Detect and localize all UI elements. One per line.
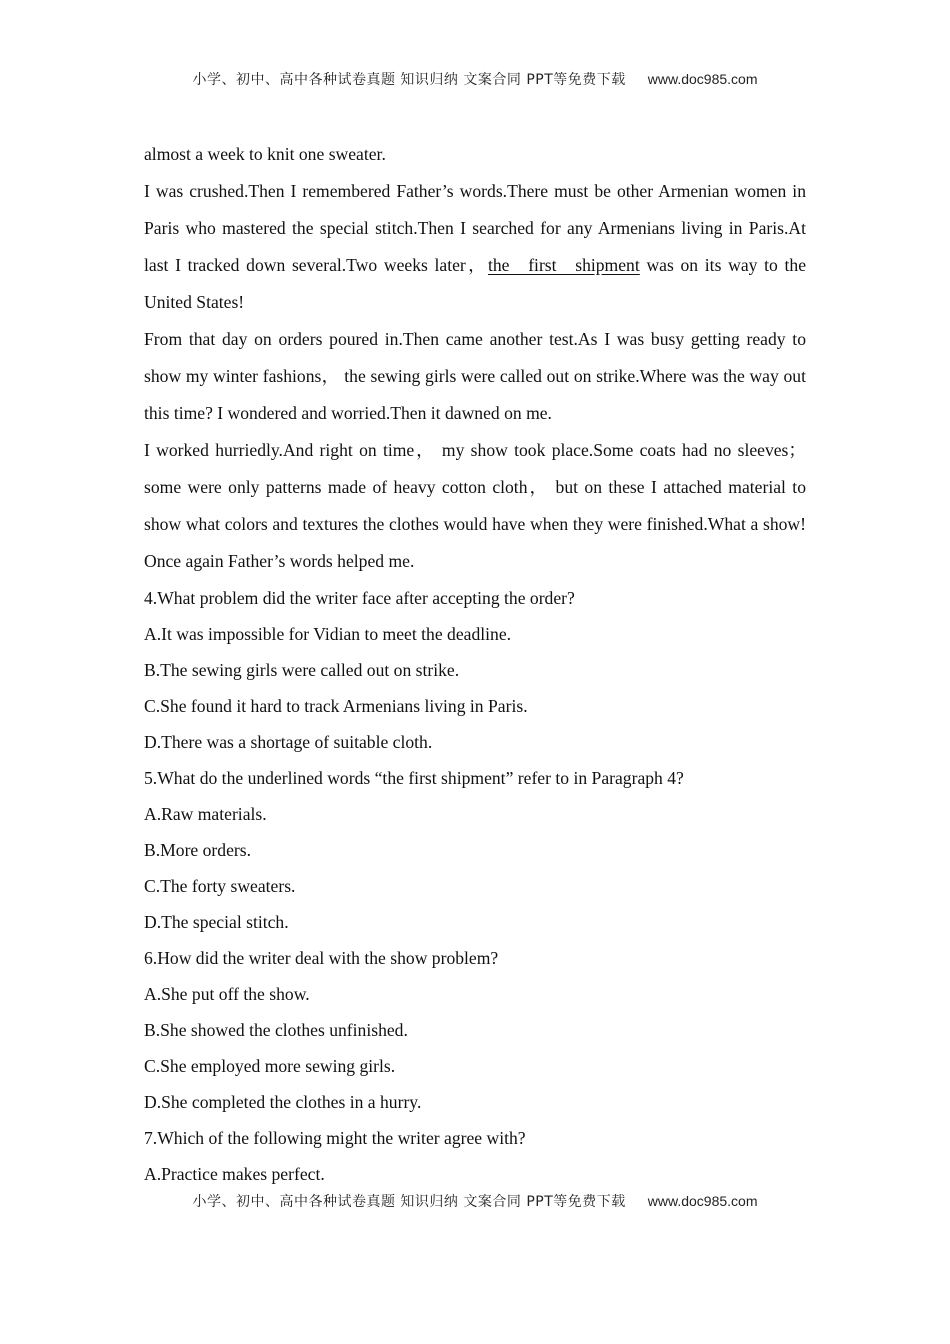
option-a: A.She put off the show. (144, 984, 310, 1004)
option-b: B.She showed the clothes unfinished. (144, 1020, 408, 1040)
question-5 (144, 760, 806, 940)
footer-text: 小学、初中、高中各种试卷真题 知识归纳 文案合同 PPT等免费下载 (192, 1194, 626, 1210)
paragraph-2-text: I was crushed.Then I remembered Father’s words.There must be other Armenian women in Paris who mastered the special stitch.Then I searched for any Armenians living in Paris.At last I tracked down several.Two weeks later， (144, 181, 806, 275)
question-4 (144, 580, 806, 760)
question-stem: 4.What problem did the writer face after accepting the order? (144, 588, 575, 608)
option-d: D.There was a shortage of suitable cloth. (144, 732, 433, 752)
question-stem: 5.What do the underlined words “the first shipment” refer to in Paragraph 4? (144, 768, 684, 788)
option-c: C.The forty sweaters. (144, 876, 296, 896)
option-a: A.Practice makes perfect. (144, 1164, 325, 1184)
page-footer (0, 1191, 950, 1211)
option-c: C.She found it hard to track Armenians living in Paris. (144, 696, 528, 716)
passage-paragraph-1: almost a week to knit one sweater. (144, 144, 386, 164)
footer-url: www.doc985.com (647, 1193, 758, 1209)
option-a: A.Raw materials. (144, 804, 267, 824)
option-b: B.The sewing girls were called out on strike. (144, 660, 460, 680)
page-header (0, 69, 950, 89)
question-6 (144, 940, 806, 1120)
option-a: A.It was impossible for Vidian to meet the deadline. (144, 624, 512, 644)
question-7 (144, 1120, 806, 1192)
header-url: www.doc985.com (647, 71, 758, 87)
passage-paragraph-2 (144, 173, 806, 321)
passage-paragraph-3: From that day on orders poured in.Then came another test.As I was busy getting ready to show my winter fashions， the sewing girls were called out on strike.Where was the way out this time? I wondered and worried.Then it dawned on me. (144, 329, 806, 423)
underlined-phrase: the first shipment (488, 255, 640, 275)
passage-paragraph-4: I worked hurriedly.And right on time， my show took place.Some coats had no sleeves； some were only patterns made of heavy cotton cloth， but on these I attached material to show what colors and textures the clothes would have when they were finished.What a show! Once again Father’s words helped me. (144, 440, 806, 571)
paragraph-2-tail: was on its way to the United States! (144, 255, 807, 312)
option-c: C.She employed more sewing girls. (144, 1056, 396, 1076)
option-d: D.She completed the clothes in a hurry. (144, 1092, 422, 1112)
question-stem: 6.How did the writer deal with the show problem? (144, 948, 499, 968)
page-content (144, 136, 806, 1192)
option-b: B.More orders. (144, 840, 252, 860)
option-d: D.The special stitch. (144, 912, 289, 932)
header-text: 小学、初中、高中各种试卷真题 知识归纳 文案合同 PPT等免费下载 (192, 72, 626, 88)
question-stem: 7.Which of the following might the writer agree with? (144, 1128, 526, 1148)
